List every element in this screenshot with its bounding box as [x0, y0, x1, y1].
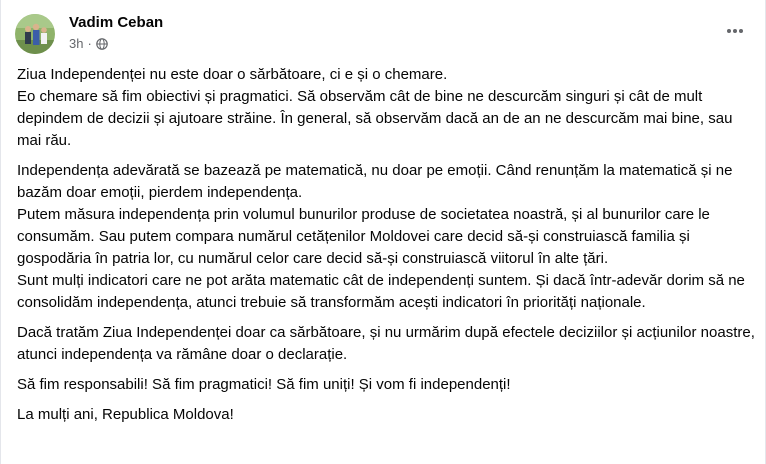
post-paragraph: Independența adevărată se bazează pe matematică, nu doar pe emoții. Când renunțăm la matematică și ne bazăm doar emoții, pierdem independența. Putem măsura independența prin volumul bunurilor produse de societatea noastră, și al bunurilor care le consumăm. Sau putem compara numărul cetățenilor Moldovei care decid să-și construiască familia și gospodăria în patria lor, cu numărul celor care decid să-și construiască viitorul în alte țări. Sunt mulți indicatori care ne pot arăta matematic cât de independenți suntem. Și dacă într-adevăr dorim să ne consolidăm independența, atunci trebuie să transformăm acești indicatori în priorități naționale. [17, 162, 745, 311]
more-options-button[interactable] [721, 18, 749, 42]
post-header [1, 0, 765, 62]
post-timestamp[interactable]: 3h [69, 36, 84, 51]
more-horizontal-icon [725, 21, 745, 39]
post-paragraph: Să fim responsabili! Să fim pragmatici! Să fim uniți! Și vom fi independenți! [17, 376, 511, 393]
globe-icon[interactable] [96, 38, 108, 50]
avatar[interactable] [15, 14, 55, 54]
post-meta [69, 36, 108, 52]
meta-separator: · [87, 36, 92, 51]
author-name[interactable]: Vadim Ceban [69, 14, 164, 31]
post-paragraph: La mulți ani, Republica Moldova! [17, 406, 234, 423]
post-body [17, 64, 757, 434]
post-paragraph: Dacă tratăm Ziua Independenței doar ca sărbătoare, și nu urmărim după efectele deciziilor și acțiunilor noastre, atunci independența va rămâne doar o declarație. [17, 324, 755, 363]
post-paragraph: Ziua Independenței nu este doar o sărbătoare, ci e și o chemare. Eo chemare să fim obiectivi și pragmatici. Să observăm cât de bine ne descurcăm singuri și cât de mult depindem de decizii și ajutoare străine. În general, să observăm dacă an de an ne descurcăm mai bine, sau mai rău. [17, 66, 733, 149]
